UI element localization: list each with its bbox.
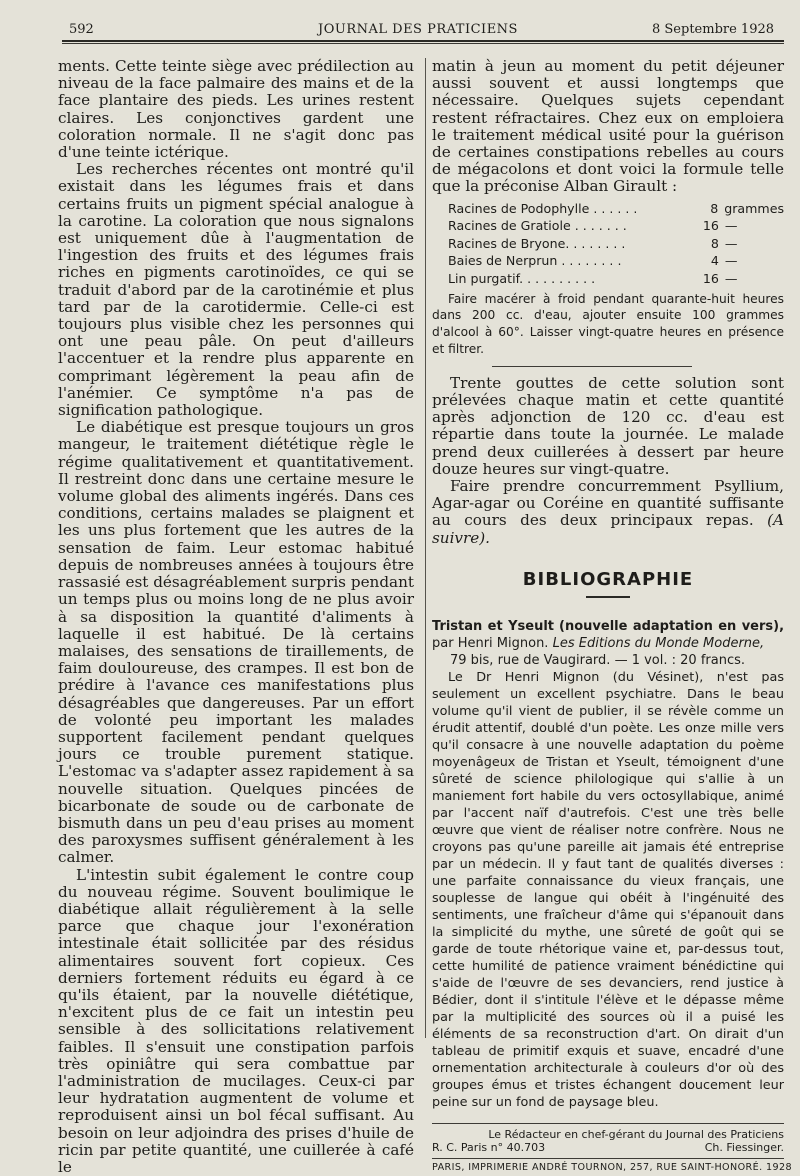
paragraph: Le diabétique est presque toujours un gros mangeur, le traitement diététique règle le régime qualitativement et quantitativement. Il restreint donc dans une certaine mesure le volume global des aliments ingérés. Dans ces conditions, certains malades se plaignent et les uns plus fortement que les autres de la sensation de faim. Leur estomac habitué depuis de nombreuses années à toujours être rassasié est désagréablement surpris pendant un temps plus ou moins long de ne plus avoir à sa disposition la quantité d'aliments à laquelle il est habitué. De là certains malaises, des sensations de tiraillements, de faim douloureuse, des crampes. Il est bon de prédire à l'avance ces manifestations plus désagréables que dangereuses. Par un effort de volonté peu important les malades supportent facilement pendant quelques jours ce trouble purement statique. L'estomac va s'adapter assez rapidement à sa nouvelle situation. Quelques pincées de bicarbonate de soude ou de carbonate de bismuth dans un peu d'eau prises au moment des paroxysmes suffisent généralement à les calmer.: [58, 418, 414, 867]
section-title: BIBLIOGRAPHIE: [522, 568, 694, 590]
footer: [432, 1128, 784, 1154]
ingredient-qty: 16: [702, 271, 719, 286]
book-address: 79 bis, rue de Vaugirard. — 1 vol. : 20 francs.: [450, 652, 745, 668]
header-rule: [62, 40, 784, 42]
formula-list: [448, 200, 784, 288]
issue-date: 8 Septembre 1928: [652, 22, 775, 37]
formula-note: Faire macérer à froid pendant quarante-huit heures dans 200 cc. d'eau, ajouter ensuite 100 grammes d'alcool à 60°. Laisser vingt-quatre heures en présence et filtrer.: [432, 291, 784, 356]
formula-row: [448, 235, 784, 253]
formula-row: [448, 200, 784, 218]
footer-rule-bottom: [432, 1158, 784, 1159]
book-title: Tristan et Yseult: [432, 618, 555, 634]
paragraph: ments. Cette teinte siège avec prédilection au niveau de la face palmaire des mains et de la face plantaire des pieds. Les urines restent claires. Les conjonctives gardent une coloration normale. Il ne s'agit donc pas d'une teinte ictérique.: [58, 57, 414, 162]
paragraph: matin à jeun au moment du petit déjeuner aussi souvent et aussi longtemps que nécessaire. Quelques sujets cependant restent réfractaires. Chez eux on emploiera le traitement médical usité pour la guérison de certaines constipations rebelles au cours de mégacolons et dont voici la formule telle que la préconise Alban Girault :: [432, 57, 784, 196]
paragraph: [432, 478, 784, 547]
ingredient-name: Lin purgatif. . . . . . . . . .: [448, 271, 596, 286]
book-subtitle: (nouvelle adaptation en vers),: [559, 618, 785, 634]
paragraph-text: Faire prendre concurremment Psyllium, Agar-agar ou Coréine en quantité suffisante au cours des deux principaux repas.: [432, 477, 784, 530]
to-be-continued: (A suivre).: [432, 511, 785, 547]
header-rule-thin: [62, 43, 784, 44]
ingredient-qty: 4: [710, 253, 719, 269]
formula-row: [448, 217, 784, 235]
paragraph: Trente gouttes de cette solution sont prélevées chaque matin et cette quantité après adjonction de 120 cc. d'eau est répartie dans toute la journée. Le malade prend deux cuillerées à dessert par heure douze heures sur vingt-quatre.: [432, 373, 784, 478]
formula-row: [448, 252, 784, 270]
paragraph: L'intestin subit également le contre coup du nouveau régime. Souvent boulimique le diabétique allait régulièrement à la selle parce que chaque jour l'exonération intestinale était sollicitée par des résidus alimentaires souvent fort copieux. Ces derniers fortement réduits eu égard à ce qu'ils étaient, par la nouvelle diététique, n'excitent plus de ce fait un intestin peu sensible à des sollicitations relativement faibles. Il s'ensuit une constipation parfois très opiniâtre qui sera combattue par l'administration de mucilages. Ceux-ci par leur hydratation augmentent de volume et reproduisent ainsi un bol fécal suffisant. Au besoin on leur adjoindra des prises d'huile de ricin par petite quantité, une cuillerée à café le: [58, 865, 414, 1176]
section-title-rule: [586, 596, 630, 598]
printer-imprint: PARIS, IMPRIMERIE ANDRÉ TOURNON, 257, RUE SAINT-HONORÉ. 1928: [432, 1161, 792, 1173]
page-number: 592: [69, 22, 94, 37]
ingredient-unit: —: [724, 271, 738, 286]
ingredient-unit: —: [724, 235, 738, 251]
registration-number: R. C. Paris n° 40.703: [432, 1140, 546, 1154]
paragraph: Les recherches récentes ont montré qu'il existait dans les légumes frais et dans certains fruits un pigment spécial analogue à la carotine. La coloration que nous signalons est uniquement dûe à l'augmentation de l'ingestion des fruits et des légumes frais riches en pigments carotinoïdes, ce qui se traduit d'abord par de la carotinémie et plus tard par de la carotidermie. Celle-ci est toujours plus visible chez les personnes qui ont une peau pâle. On peut d'ailleurs l'accentuer et la rendre plus apparente en comprimant légèrement la peau afin de l'anémier. Ce symptôme n'a pas de signification pathologique.: [58, 160, 414, 420]
book-entry-header: [432, 618, 784, 669]
book-review: Le Dr Henri Mignon (du Vésinet), n'est pas seulement un excellent psychiatre. Dans le beau volume qu'il vient de publier, il se révèle comme un érudit attentif, doublé d'un poète. Les onze mille vers qu'il consacre à une nouvelle adaptation du poème moyenâgeux de Tristan et Yseult, témoignent d'une sûreté de science philologique qui s'allie à un maniement fort habile du vers octosyllabique, animé par l'accent naïf d'autrefois. C'est une très belle œuvre que vient de réaliser notre confrère. Nous ne croyons pas qu'une pareille ait jamais été entreprise par un médecin. Il y faut tant de qualités diverses : une parfaite connaissance du vieux français, une souplesse de langue qui obéit à l'ingénuité des sentiments, une fraîcheur d'âme qui s'épanouit dans la simplicité du mythe, une sûreté de goût qui se garde de toute rhétorique vaine et, par-dessus tout, cette humilité de patience vraiment bénédictine qui s'aide de l'œuvre de ses devanciers, rend justice à Bédier, dont il s'intitule l'élève et le dépasse même par la multiplicité des sources où il a puisé les éléments de sa reconstruction d'art. On dirait d'un tableau de primitif exquis et suave, encadré d'une ornementation architecturale à couleurs d'or où des groupes émus et tristes échangent doucement leur peine sur un fond de paysage bleu.: [432, 669, 784, 1110]
ingredient-unit: —: [724, 218, 738, 234]
ingredient-unit: grammes: [724, 200, 784, 216]
ingredient-unit: —: [724, 253, 738, 269]
right-column: [432, 57, 792, 1173]
ingredient-qty: 8: [710, 235, 719, 251]
left-column: [58, 58, 414, 1176]
column-divider: [425, 58, 426, 1038]
book-author: par Henri Mignon.: [432, 635, 549, 651]
footer-row: [432, 1141, 784, 1154]
book-publisher: Les Editions du Monde Moderne,: [552, 635, 765, 651]
footer-rule: [432, 1123, 784, 1124]
formula-row: [448, 270, 784, 288]
ingredient-name: Baies de Nerprun . . . . . . . .: [448, 253, 622, 269]
ingredient-qty: 16: [702, 218, 719, 234]
journal-title: JOURNAL DES PRATICIENS: [318, 22, 518, 37]
section-rule: [492, 366, 692, 367]
ingredient-name: Racines de Gratiole . . . . . . .: [448, 218, 627, 234]
editor-line: Le Rédacteur en chef-gérant du Journal des Praticiens: [488, 1127, 784, 1141]
ingredient-name: Racines de Podophylle . . . . . .: [448, 200, 638, 216]
editor-name: Ch. Fiessinger.: [704, 1140, 784, 1154]
ingredient-name: Racines de Bryone. . . . . . . .: [448, 235, 626, 251]
ingredient-qty: 8: [710, 200, 719, 216]
